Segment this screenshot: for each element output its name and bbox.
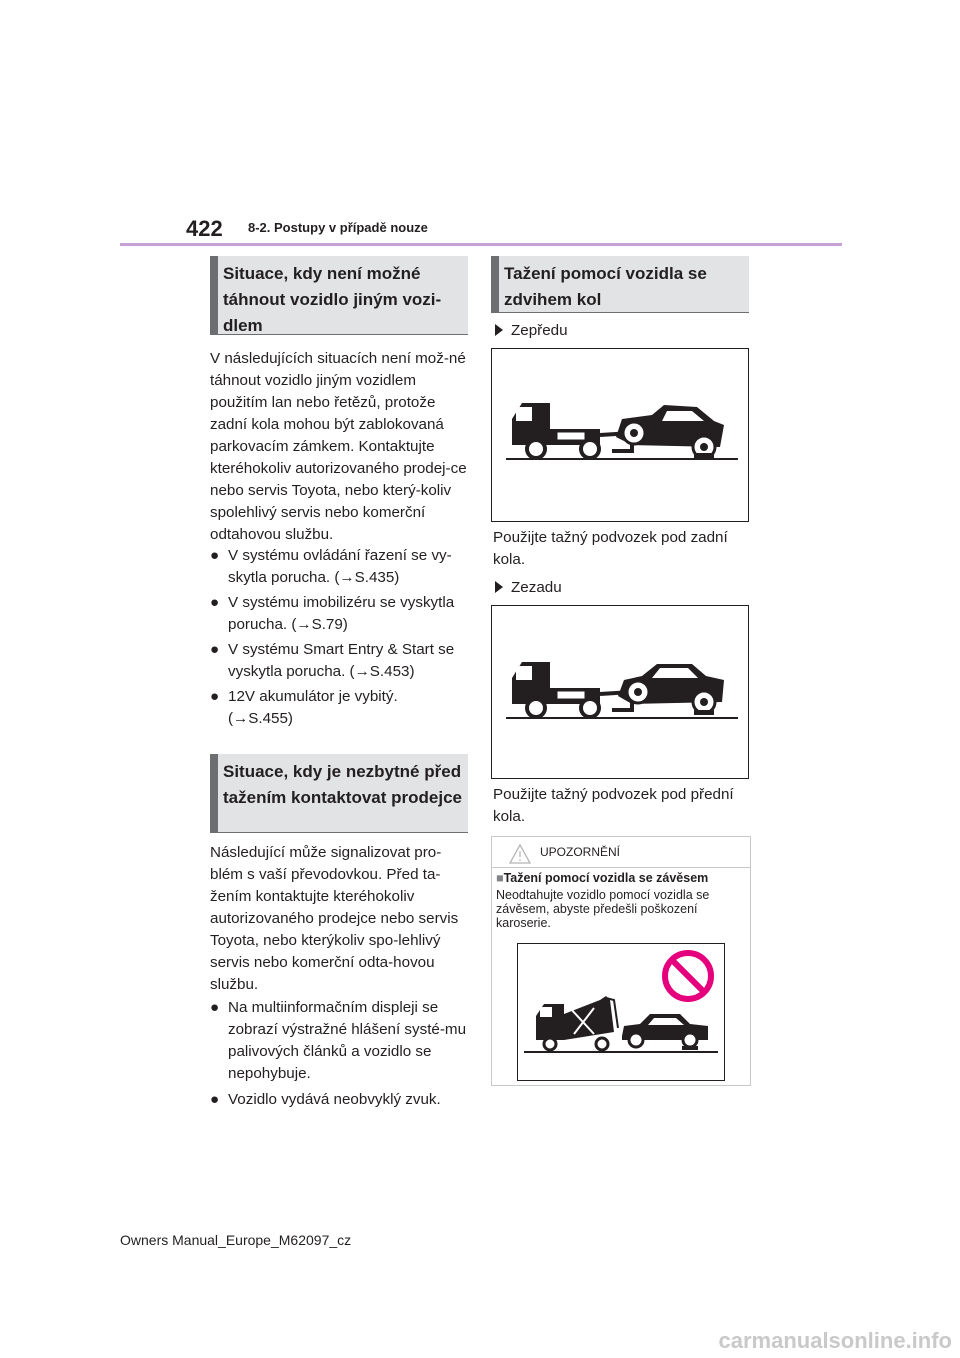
- caution-text: Neodtahujte vozidlo pomocí vozidla se závěsem, abyste předešli poškození karoserie.: [496, 888, 710, 930]
- intro-paragraph: V následujících situacích není mož-né táhnout vozidlo jiným vozidlem použitím lan nebo řetězů, protože zadní kola mohou být zablokovaná parkovacím zámkem. Kontaktujte kteréhokoliv autorizovaného prodej-ce nebo servis Toyota, nebo který-koliv spolehlivý servis nebo komerční odtahovou službu.: [210, 350, 467, 543]
- caution-divider: [492, 867, 750, 868]
- heading-no-towing-text: Situace, kdy není možné táhnout vozidlo jiným vozi-dlem: [223, 264, 442, 335]
- caution-box: [491, 836, 751, 1086]
- watermark: carmanualsonline.info: [718, 1328, 952, 1353]
- heading-no-towing: [210, 256, 468, 335]
- page-number: 422: [186, 216, 223, 241]
- square-bullet-icon: ■: [496, 871, 504, 885]
- warning-triangle-icon: [508, 843, 532, 865]
- front-label: Zepředu: [495, 320, 568, 342]
- rear-label: Zezadu: [495, 577, 562, 599]
- header-rule: [120, 243, 842, 246]
- triangle-bullet-icon: [495, 581, 503, 593]
- rear-towing-illustration: [491, 605, 749, 779]
- intro2-paragraph: Následující může signalizovat pro-blém s vaší převodovkou. Před ta-žením kontaktujte kteréhokoliv autorizovaného prodejce nebo servis Toyota, nebo kterýkoliv spo-lehlivý servis nebo komerční odta-hovou službu.: [210, 844, 459, 993]
- triangle-bullet-icon: [495, 324, 503, 336]
- prohibited-towing-illustration: [517, 943, 725, 1081]
- footer: Owners Manual_Europe_M62097_cz: [120, 1232, 352, 1248]
- section-title: 8-2. Postupy v případě nouze: [248, 220, 428, 235]
- heading-wheel-lift-text: Tažení pomocí vozidla se zdvihem kol: [504, 264, 707, 309]
- caution-label: UPOZORNĚNÍ: [540, 845, 621, 859]
- heading-contact-dealer-text: Situace, kdy je nezbytné před tažením kontaktovat prodejce: [223, 762, 463, 807]
- rear-caption: Použijte tažný podvozek pod přední kola.: [493, 786, 734, 825]
- heading-contact-dealer: [210, 754, 468, 833]
- caution-title: ■Tažení pomocí vozidla se závěsem: [496, 871, 709, 885]
- front-caption: Použijte tažný podvozek pod zadní kola.: [493, 529, 728, 568]
- front-towing-illustration: [491, 348, 749, 522]
- heading-wheel-lift: [491, 256, 749, 313]
